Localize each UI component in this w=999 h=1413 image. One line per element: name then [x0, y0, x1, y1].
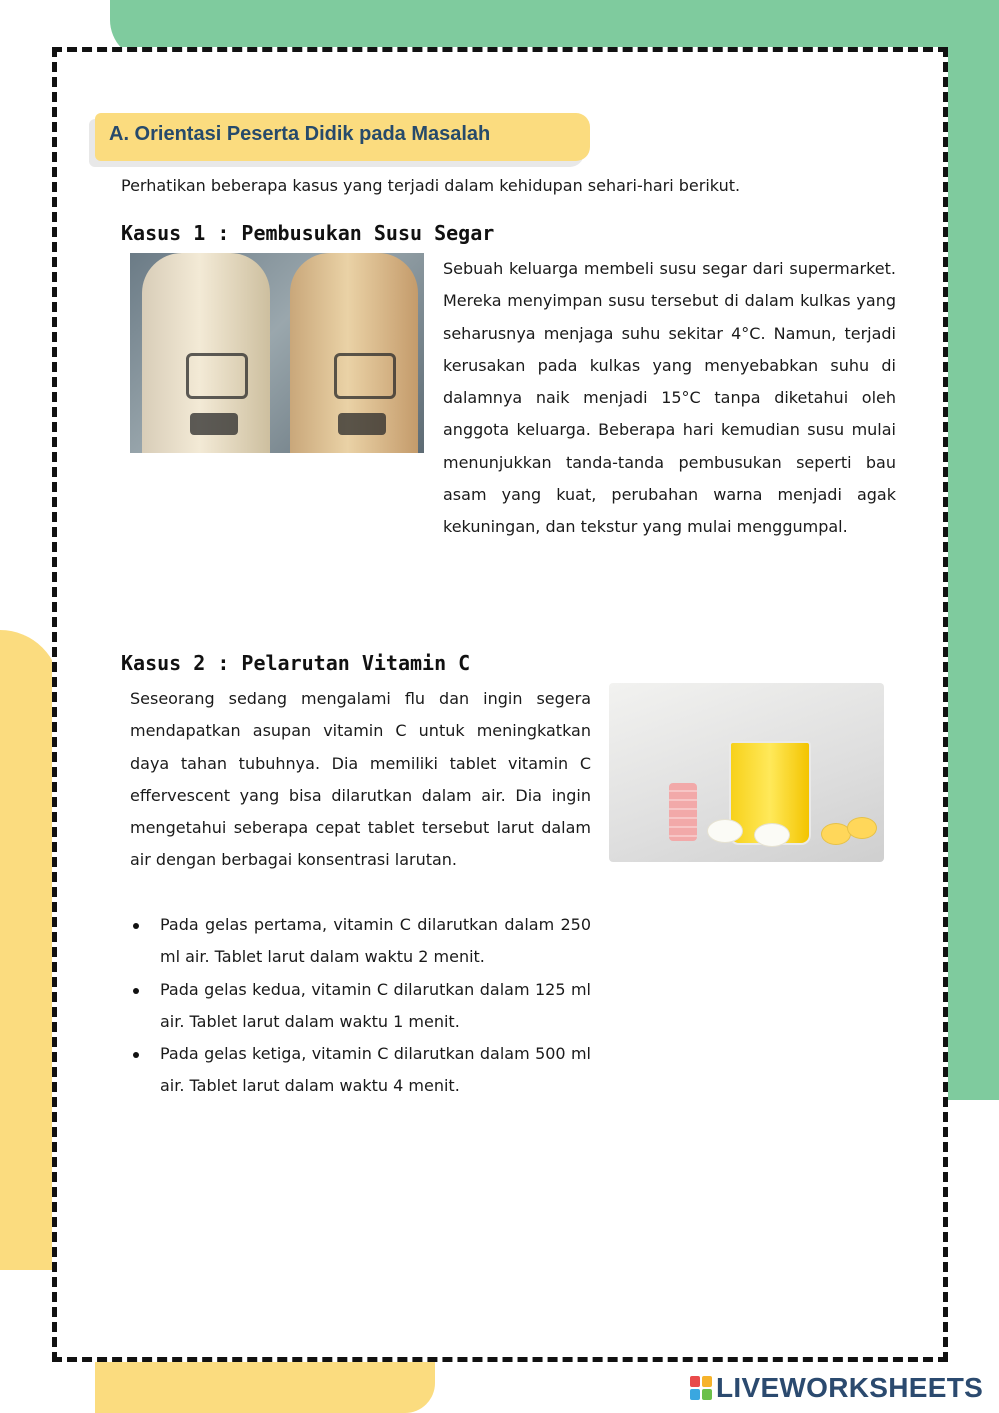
case1-paragraph — [443, 253, 896, 544]
liveworksheets-icon — [690, 1376, 712, 1400]
list-item — [130, 909, 591, 974]
list-item-text: Pada gelas ketiga, vitamin C dilarutkan dalam 500 ml air. Tablet larut dalam waktu 4 menit. — [160, 1044, 591, 1096]
case1-title: Kasus 1 : Pembusukan Susu Segar — [121, 221, 495, 245]
case2-text: Seseorang sedang mengalami flu dan ingin segera mendapatkan asupan vitamin C untuk meningkatkan daya tahan tubuhnya. Dia memiliki tablet vitamin C effervescent yang bisa dilarutkan dalam air. Dia ingin mengetahui seberapa cepat tablet tersebut larut dalam air dengan berbagai konsentrasi larutan. — [130, 689, 591, 870]
brand-text: LIVEWORKSHEETS — [716, 1372, 984, 1403]
observation-list — [130, 909, 591, 1103]
case2-paragraph — [130, 683, 591, 877]
bullet-icon — [133, 923, 139, 929]
liveworksheets-logo — [690, 1371, 983, 1405]
section-title: A. Orientasi Peserta Didik pada Masalah — [109, 123, 491, 145]
list-item — [130, 974, 591, 1039]
dairy-logo-icon — [186, 353, 248, 399]
yellow-tablet — [847, 817, 877, 839]
list-item — [130, 1038, 591, 1103]
case2-title: Kasus 2 : Pelarutan Vitamin C — [121, 651, 471, 675]
list-item-text: Pada gelas pertama, vitamin C dilarutkan dalam 250 ml air. Tablet larut dalam waktu 2 menit. — [160, 915, 591, 967]
decor-green-right — [940, 40, 999, 1100]
fresh-milk-bottle — [142, 253, 270, 453]
white-tablet — [754, 823, 790, 847]
dairy-logo-icon — [334, 353, 396, 399]
case1-text: Sebuah keluarga membeli susu segar dari supermarket. Mereka menyimpan susu tersebut di dalam kulkas yang seharusnya menjaga suhu sekitar 4°C. Namun, terjadi kerusakan pada kulkas yang menyebabkan suhu di dalamnya naik menjadi 15°C tanpa diketahui oleh anggota keluarga. Beberapa hari kemudian susu mulai menunjukkan tanda-tanda pembusukan seperti bau asam yang kuat, perubahan warna menjadi agak kekuningan, dan tekstur yang mulai menggumpal. — [443, 259, 896, 537]
pink-tablet-stack — [669, 783, 697, 841]
cow-icon — [338, 413, 386, 435]
milk-bottles-photo — [130, 253, 424, 453]
decor-yellow-left — [0, 630, 60, 1270]
bullet-icon — [133, 1052, 139, 1058]
spoiled-milk-bottle — [290, 253, 418, 453]
white-tablet — [707, 819, 743, 843]
cow-icon — [190, 413, 238, 435]
intro-text: Perhatikan beberapa kasus yang terjadi dalam kehidupan sehari-hari berikut. — [121, 176, 741, 195]
bullet-icon — [133, 988, 139, 994]
list-item-text: Pada gelas kedua, vitamin C dilarutkan dalam 125 ml air. Tablet larut dalam waktu 1 menit. — [160, 979, 591, 1031]
decor-yellow-bottom — [95, 1362, 435, 1413]
vitamin-c-glass-photo — [609, 683, 884, 862]
